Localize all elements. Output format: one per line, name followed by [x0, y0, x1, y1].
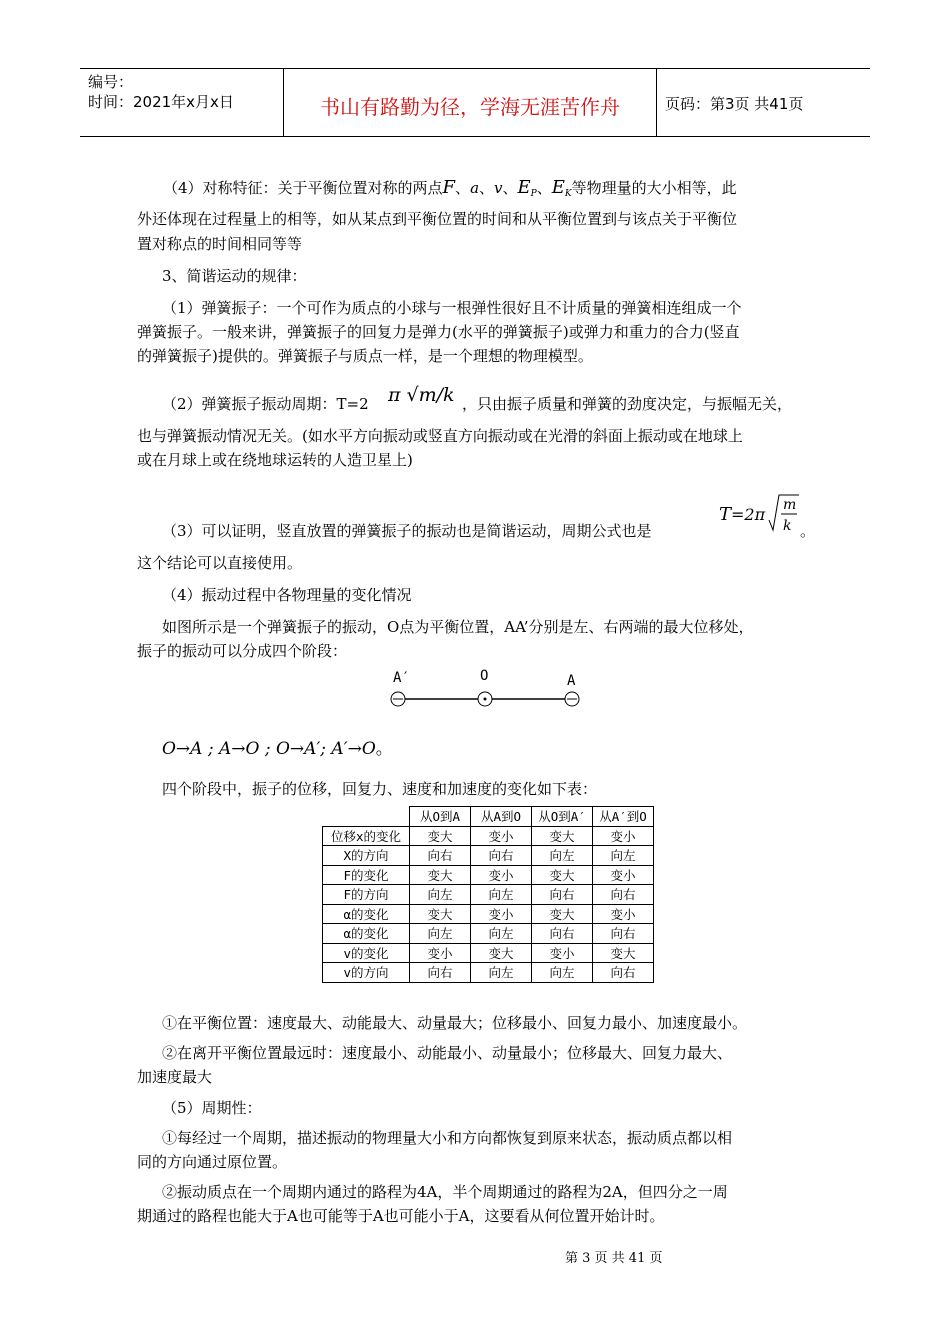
table-cell: 变大 — [410, 865, 471, 885]
table-cell: 向左 — [471, 963, 532, 983]
point-o-center — [484, 698, 487, 701]
table-cell: 向右 — [593, 885, 654, 905]
phase-sequence — [162, 734, 393, 759]
table-header: 从O到A — [410, 807, 471, 827]
formula-2pi: =2π — [731, 505, 766, 524]
table-row — [323, 963, 654, 983]
periodicity-1-line2: 同的方向通过原位置。 — [137, 1153, 288, 1171]
table-cell: 向左 — [593, 846, 654, 866]
symmetry-line2: 外还体现在过程量上的相等，如从某点到平衡位置的时间和从平衡位置到与该点关于平衡位 — [137, 210, 738, 228]
symbol-F: F — [442, 177, 456, 198]
symmetry-suffix: 等物理量的大小相等，此 — [571, 179, 737, 197]
row-header: 位移x的变化 — [323, 826, 410, 846]
table-cell: 向右 — [410, 846, 471, 866]
vertical-end: 。 — [800, 522, 816, 540]
table-cell: 向右 — [593, 924, 654, 944]
table-row — [323, 885, 654, 905]
table-row — [323, 846, 654, 866]
table-cell: 变小 — [593, 865, 654, 885]
rules-title: 3、简谐运动的规律： — [162, 267, 307, 285]
table-header: 从A′到O — [593, 807, 654, 827]
table-corner — [323, 807, 410, 827]
label-o: O — [480, 668, 489, 684]
period-formula: π √m/k — [388, 384, 455, 406]
symbol-sep3: 、 — [502, 179, 518, 197]
table-cell: 变小 — [471, 865, 532, 885]
figure-line1: 如图所示是一个弹簧振子的振动，O点为平衡位置，AA’分别是左、右两端的最大位移处， — [162, 618, 754, 636]
equilibrium-note: ①在平衡位置：速度最大、动能最大、动量最大；位移最小、回复力最小、加速度最小。 — [162, 1014, 748, 1032]
formula-m: m — [783, 497, 797, 513]
table-cell: 变小 — [593, 826, 654, 846]
label-a-prime: A′ — [393, 670, 410, 686]
header-page-cell — [657, 69, 870, 136]
table-row — [323, 924, 654, 944]
table-cell: 向左 — [532, 963, 593, 983]
header-motto-cell — [283, 69, 657, 136]
row-header: X的方向 — [323, 846, 410, 866]
table-cell: 变大 — [410, 826, 471, 846]
page-header — [80, 68, 870, 137]
symbol-a: a — [470, 179, 480, 197]
number-label: 编号： — [88, 73, 134, 91]
table-cell: 变大 — [532, 865, 593, 885]
table-row — [323, 865, 654, 885]
phase-sequence-text: O→A ; A→O ; O→A′; A′→O — [162, 739, 376, 759]
table-cell: 变小 — [471, 904, 532, 924]
formula-T: T — [719, 504, 732, 525]
table-cell: 向右 — [593, 963, 654, 983]
spring-line3: 的弹簧振子)提供的。弹簧振子与质点一样，是一个理想的物理模型。 — [137, 347, 593, 365]
variation-table — [322, 806, 654, 983]
period-prefix: （2）弹簧振子振动周期：T=2 — [162, 395, 369, 413]
row-header: α的变化 — [323, 904, 410, 924]
spring-line2: 弹簧振子。一般来讲，弹簧振子的回复力是弹力(水平的弹簧振子)或弹力和重力的合力(竖直 — [137, 323, 740, 341]
table-cell: 变小 — [471, 826, 532, 846]
row-header: α的变化 — [323, 924, 410, 944]
period-line2: 也与弹簧振动情况无关。(如水平方向振动或竖直方向振动或在光滑的斜面上振动或在地球上 — [137, 427, 743, 445]
periodicity-2-line1: ②振动质点在一个周期内通过的路程为4A，半个周期通过的路程为2A，但四分之一周 — [162, 1183, 728, 1201]
periodicity-title: （5）周期性： — [162, 1099, 262, 1117]
far-note-line2: 加速度最大 — [137, 1068, 213, 1086]
symmetry-line3: 置对称点的时间相同等等 — [137, 235, 303, 253]
table-cell: 变小 — [593, 904, 654, 924]
symbol-sep2: 、 — [479, 179, 495, 197]
symmetry-prefix: （4）对称特征：关于平衡位置对称的两点 — [163, 179, 443, 197]
table-cell: 向右 — [410, 963, 471, 983]
table-cell: 变小 — [532, 943, 593, 963]
table-cell: 变大 — [410, 904, 471, 924]
symbol-E: E — [517, 177, 531, 198]
row-header: v的方向 — [323, 963, 410, 983]
periodicity-1-line1: ①每经过一个周期，描述振动的物理量大小和方向都恢复到原来状态，振动质点都以相 — [162, 1129, 733, 1147]
period-line3: 或在月球上或在绕地球运转的人造卫星上) — [137, 451, 413, 469]
table-cell: 变小 — [410, 943, 471, 963]
header-info-cell — [80, 69, 283, 136]
symbol-P: P — [530, 189, 537, 199]
far-note-line1: ②在离开平衡位置最远时：速度最小、动能最小、动量最小；位移最大、回复力最大、 — [162, 1044, 733, 1062]
vertical-line1: （3）可以证明，竖直放置的弹簧振子的振动也是简谐运动，周期公式也是 — [162, 522, 652, 540]
table-cell: 变大 — [532, 904, 593, 924]
table-row — [323, 943, 654, 963]
table-cell: 向左 — [410, 924, 471, 944]
table-cell: 向右 — [471, 846, 532, 866]
table-cell: 变大 — [471, 943, 532, 963]
vertical-line2: 这个结论可以直接使用。 — [137, 554, 303, 572]
motto: 书山有路勤为径，学海无涯苦作舟 — [320, 95, 620, 119]
table-cell: 变大 — [593, 943, 654, 963]
date-label: 时间：2021年x月x日 — [88, 93, 234, 111]
spring-line1: （1）弹簧振子：一个可作为质点的小球与一根弹性很好且不计质量的弹簧相连组成一个 — [162, 299, 742, 317]
page-footer: 第 3 页 共 41 页 — [565, 1251, 663, 1266]
formula-k: k — [783, 518, 792, 534]
row-header: F的方向 — [323, 885, 410, 905]
symbol-E2: E — [551, 177, 565, 198]
row-header: F的变化 — [323, 865, 410, 885]
symbol-sep4: 、 — [536, 179, 552, 197]
symbol-v: v — [494, 179, 503, 197]
label-a: A — [567, 673, 576, 689]
phase-sequence-end: 。 — [375, 739, 393, 759]
table-cell: 向右 — [532, 885, 593, 905]
symbol-sep1: 、 — [455, 179, 471, 197]
symmetry-line1 — [163, 176, 833, 206]
table-cell: 向左 — [471, 924, 532, 944]
change-title: （4）振动过程中各物理量的变化情况 — [162, 586, 412, 604]
periodicity-2-line2: 期通过的路程也能大于A也可能等于A也可能小于A，这要看从何位置开始计时。 — [137, 1207, 665, 1225]
row-header: v的变化 — [323, 943, 410, 963]
page-label: 页码：第3页 共41页 — [665, 95, 804, 113]
table-header: 从A到O — [471, 807, 532, 827]
table-cell: 向左 — [532, 846, 593, 866]
figure-line2: 振子的振动可以分成四个阶段： — [137, 642, 348, 660]
table-header: 从O到A′ — [532, 807, 593, 827]
table-intro: 四个阶段中，振子的位移，回复力、速度和加速度的变化如下表： — [162, 780, 598, 798]
table-row — [323, 904, 654, 924]
table-cell: 变大 — [532, 826, 593, 846]
oscillation-diagram — [385, 666, 585, 716]
table-cell: 向右 — [532, 924, 593, 944]
table-row — [323, 826, 654, 846]
period-suffix: ，只由振子质量和弹簧的劲度决定，与振幅无关， — [462, 395, 793, 413]
period-formula-fraction — [717, 490, 799, 538]
table-cell: 向左 — [410, 885, 471, 905]
table-header-row — [323, 807, 654, 827]
symbol-K: K — [564, 189, 572, 199]
table-cell: 向左 — [471, 885, 532, 905]
